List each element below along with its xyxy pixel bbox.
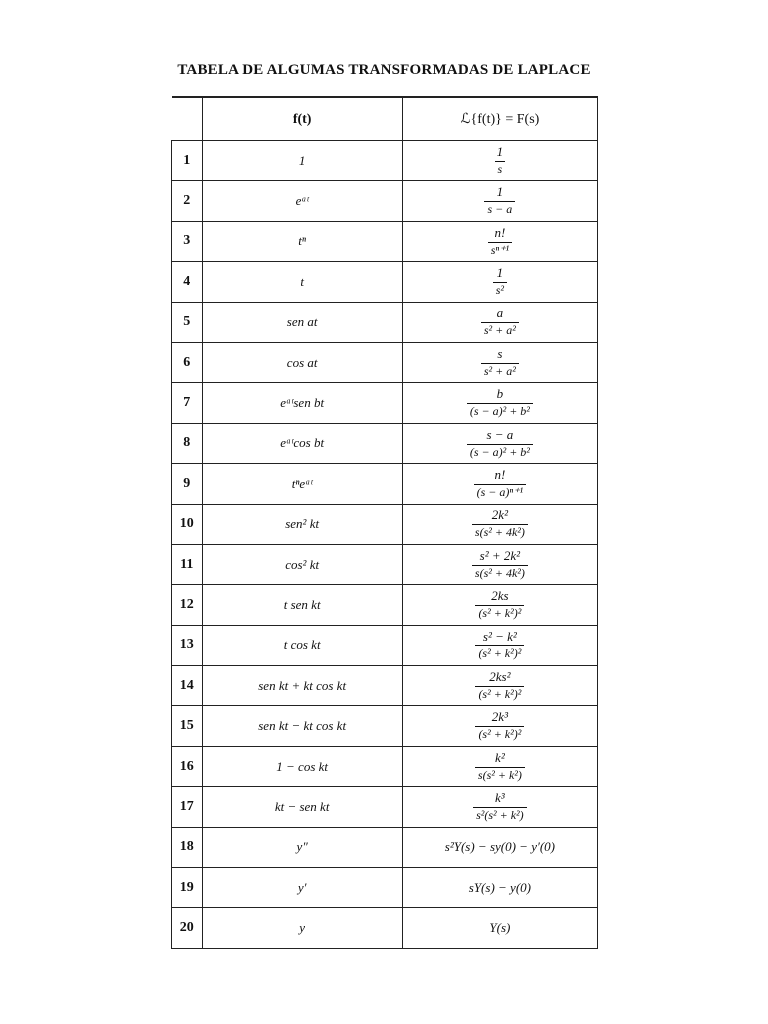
row-index: 17 [172, 787, 203, 827]
transform-Fs [402, 787, 597, 827]
fraction-denominator: s − a [484, 201, 515, 217]
fraction-numerator: 1 [496, 143, 504, 159]
function-ft: kt − sen kt [202, 787, 402, 827]
row-index: 20 [172, 908, 203, 948]
table-row [172, 221, 598, 261]
table-row [172, 908, 598, 948]
row-index: 11 [172, 544, 203, 584]
function-ft: sen at [202, 302, 402, 342]
fraction-numerator: k³ [495, 790, 505, 806]
table-row [172, 787, 598, 827]
header-ft-label: f(t) [292, 111, 312, 127]
fraction [481, 347, 519, 379]
fraction-numerator: 2ks [491, 588, 509, 604]
fraction [475, 710, 524, 742]
fraction [473, 791, 527, 823]
function-ft: 1 [202, 141, 402, 181]
fraction-numerator: b [496, 386, 504, 402]
table-row [172, 868, 598, 908]
table-row [172, 181, 598, 221]
function-ft: eᵃᵗ [202, 181, 402, 221]
fraction-denominator: (s − a)² + b² [467, 444, 533, 460]
table-row [172, 464, 598, 504]
table-row [172, 141, 598, 181]
fraction-denominator: s² + a² [481, 322, 519, 338]
function-ft: t sen kt [202, 585, 402, 625]
fraction [488, 226, 512, 258]
fraction-denominator: (s − a)ⁿ⁺¹ [474, 484, 526, 500]
row-index: 4 [172, 262, 203, 302]
fraction [472, 549, 528, 581]
fraction-denominator: s(s² + 4k²) [472, 565, 528, 581]
fraction-numerator: n! [494, 224, 506, 240]
table-row [172, 746, 598, 786]
transform-Fs [402, 908, 597, 948]
function-ft: y′ [202, 868, 402, 908]
fraction-numerator: s [497, 345, 503, 361]
transform-Fs [402, 383, 597, 423]
transform-Fs [402, 625, 597, 665]
fraction-denominator: (s² + k²)² [475, 726, 524, 742]
transform-Fs [402, 181, 597, 221]
fraction-numerator: a [496, 305, 504, 321]
transform-Fs [402, 746, 597, 786]
function-ft: t [202, 262, 402, 302]
function-ft: y″ [202, 827, 402, 867]
row-index: 10 [172, 504, 203, 544]
transform-Fs [402, 262, 597, 302]
fraction-denominator: s [495, 161, 506, 177]
table-row [172, 706, 598, 746]
transform-expression: sY(s) − y(0) [468, 879, 531, 895]
row-index: 7 [172, 383, 203, 423]
fraction-numerator: 2k² [491, 507, 508, 523]
row-index: 8 [172, 423, 203, 463]
transform-Fs [402, 342, 597, 382]
fraction [481, 306, 519, 338]
row-index: 12 [172, 585, 203, 625]
row-index: 18 [172, 827, 203, 867]
fraction-numerator: 2k³ [491, 709, 508, 725]
laplace-table [171, 96, 598, 949]
function-ft: cos at [202, 342, 402, 382]
row-index: 6 [172, 342, 203, 382]
laplace-table-body [172, 97, 598, 948]
row-index: 9 [172, 464, 203, 504]
fraction-numerator: 1 [496, 184, 504, 200]
function-ft: cos² kt [202, 544, 402, 584]
function-ft: eᵃᵗsen bt [202, 383, 402, 423]
fraction [475, 630, 524, 662]
header-index-cell [172, 97, 203, 141]
row-index: 2 [172, 181, 203, 221]
fraction-numerator: k² [495, 749, 505, 765]
fraction-numerator: s² + 2k² [479, 547, 521, 563]
fraction [475, 589, 524, 621]
fraction-denominator: s² [493, 282, 507, 298]
row-index: 16 [172, 746, 203, 786]
transform-Fs [402, 464, 597, 504]
table-row [172, 302, 598, 342]
transform-Fs [402, 585, 597, 625]
fraction-denominator: (s² + k²)² [475, 645, 524, 661]
fraction-numerator: s − a [486, 426, 514, 442]
transform-Fs [402, 504, 597, 544]
table-row [172, 504, 598, 544]
fraction-numerator: n! [494, 466, 506, 482]
transform-Fs [402, 706, 597, 746]
transform-Fs [402, 666, 597, 706]
fraction [493, 266, 507, 298]
table-row [172, 544, 598, 584]
header-Fs-label: ℒ{f(t)} = F(s) [460, 111, 540, 127]
fraction [467, 387, 533, 419]
fraction-numerator: s² − k² [482, 628, 517, 644]
row-index: 5 [172, 302, 203, 342]
fraction-denominator: s²(s² + k²) [473, 807, 527, 823]
transform-Fs [402, 141, 597, 181]
table-row [172, 625, 598, 665]
table-row [172, 585, 598, 625]
fraction-denominator: (s² + k²)² [475, 605, 524, 621]
fraction-numerator: 1 [496, 265, 504, 280]
header-Fs-cell [402, 97, 597, 141]
function-ft: tⁿeᵃᵗ [202, 464, 402, 504]
row-index: 3 [172, 221, 203, 261]
function-ft: tⁿ [202, 221, 402, 261]
fraction [475, 670, 524, 702]
fraction-denominator: (s − a)² + b² [467, 403, 533, 419]
table-row [172, 262, 598, 302]
fraction [472, 508, 528, 540]
header-ft-cell [202, 97, 402, 141]
fraction-denominator: s² + a² [481, 363, 519, 379]
fraction-denominator: s(s² + 4k²) [472, 524, 528, 540]
transform-Fs [402, 544, 597, 584]
fraction-denominator: sⁿ⁺¹ [488, 242, 512, 258]
fraction [467, 428, 533, 460]
table-row [172, 342, 598, 382]
transform-expression: s²Y(s) − sy(0) − y′(0) [444, 839, 555, 855]
fraction [474, 468, 526, 500]
row-index: 14 [172, 666, 203, 706]
transform-Fs [402, 423, 597, 463]
table-row [172, 827, 598, 867]
table-row [172, 423, 598, 463]
row-index: 15 [172, 706, 203, 746]
page-title: TABELA DE ALGUMAS TRANSFORMADAS DE LAPLACE [177, 62, 591, 78]
transform-Fs [402, 868, 597, 908]
function-ft: sen kt + kt cos kt [202, 666, 402, 706]
function-ft: sen kt − kt cos kt [202, 706, 402, 746]
function-ft: t cos kt [202, 625, 402, 665]
row-index: 13 [172, 625, 203, 665]
fraction-numerator: 2ks² [489, 668, 511, 684]
table-header-row [172, 97, 598, 141]
fraction-denominator: (s² + k²)² [475, 686, 524, 702]
row-index: 19 [172, 868, 203, 908]
function-ft: sen² kt [202, 504, 402, 544]
fraction-denominator: s(s² + k²) [475, 767, 525, 783]
transform-Fs [402, 827, 597, 867]
transform-expression: Y(s) [489, 920, 511, 936]
table-row [172, 383, 598, 423]
fraction [494, 145, 507, 177]
row-index: 1 [172, 141, 203, 181]
table-row [172, 666, 598, 706]
function-ft: eᵃᵗcos bt [202, 423, 402, 463]
fraction [484, 185, 515, 217]
transform-Fs [402, 302, 597, 342]
function-ft: y [202, 908, 402, 948]
fraction [475, 751, 525, 783]
function-ft: 1 − cos kt [202, 746, 402, 786]
transform-Fs [402, 221, 597, 261]
